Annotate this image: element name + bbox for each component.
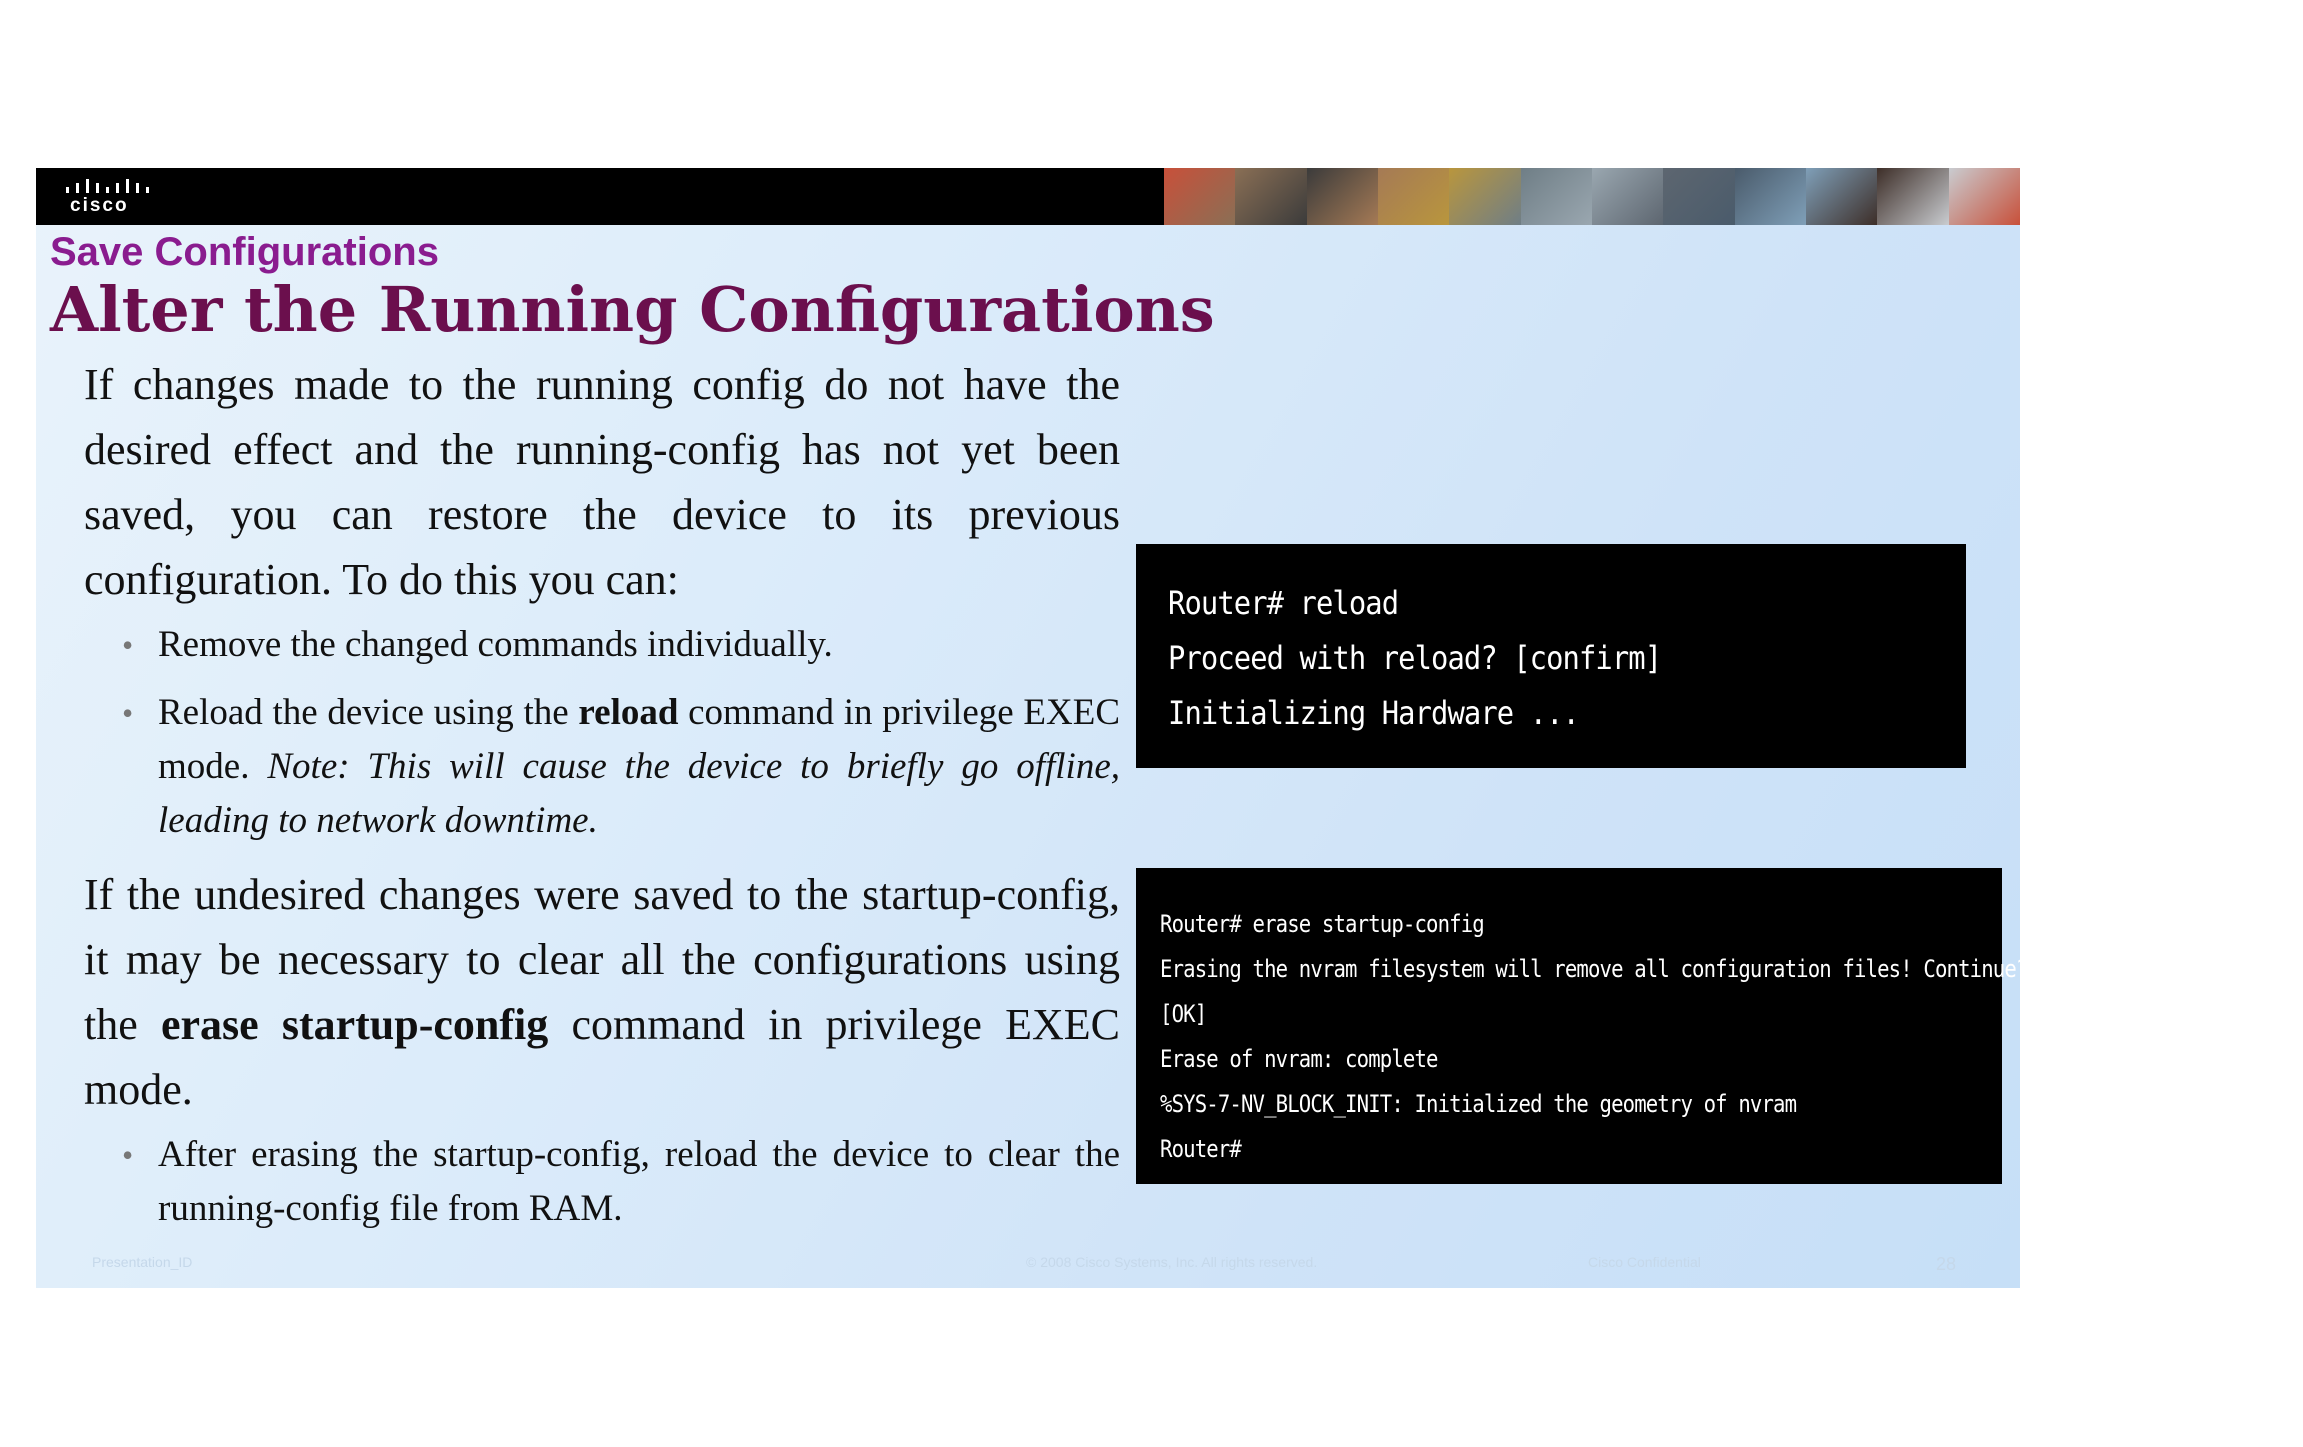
bullet-text: Remove the changed commands individually.: [158, 624, 833, 665]
bullet-text: Reload the device using the: [158, 692, 579, 733]
bullet-item: [122, 686, 1121, 848]
paragraph-intro: If changes made to the running config do not have the desired effect and the running-config has not yet been saved, you can restore the device to its previous configuration. To do this you can:: [84, 360, 1120, 604]
slide-body: [84, 352, 1120, 1250]
terminal-line: Router#: [1160, 1135, 1241, 1163]
photo-tile: [1592, 168, 1663, 225]
terminal-line: Erasing the nvram filesystem will remove all configuration files! Continue? [confirm]: [1160, 955, 2144, 983]
photo-tile: [1235, 168, 1306, 225]
note-text: Note: This will cause the device to briefly go offline, leading to network downtime.: [158, 746, 1121, 841]
photo-tile: [1949, 168, 2020, 225]
photo-tile: [1877, 168, 1948, 225]
cisco-logo-text: cisco: [70, 195, 129, 216]
bullet-list-erase: [84, 1128, 1120, 1236]
terminal-reload: [1136, 544, 1966, 768]
photo-strip: [1164, 168, 2020, 225]
terminal-lines: [1168, 576, 1716, 741]
photo-tile: [1307, 168, 1378, 225]
photo-tile: [1663, 168, 1734, 225]
bullet-text: After erasing the startup-config, reload the device to clear the running-config file from RAM.: [158, 1134, 1120, 1229]
photo-tile: [1164, 168, 1235, 225]
terminal-line: Router# reload: [1168, 584, 1399, 622]
footer-confidential: Cisco Confidential: [1588, 1254, 1701, 1270]
photo-tile: [1735, 168, 1806, 225]
cisco-logo: [62, 178, 152, 216]
terminal-line: Erase of nvram: complete: [1160, 1045, 1438, 1073]
paragraph-text: If the undesired changes were saved to the startup-config, it may be necessary to clear all the configurations using the: [84, 870, 1120, 1049]
photo-tile: [1378, 168, 1449, 225]
footer-copyright: © 2008 Cisco Systems, Inc. All rights reserved.: [1026, 1254, 1318, 1270]
command-erase-startup-config: erase startup-config: [160, 1000, 549, 1049]
photo-tile: [1806, 168, 1877, 225]
cisco-bars-icon: [62, 178, 152, 196]
bullet-list-restore: [84, 618, 1120, 848]
terminal-line: %SYS-7-NV_BLOCK_INIT: Initialized the geometry of nvram: [1160, 1090, 1797, 1118]
terminal-line: [OK]: [1160, 1000, 1207, 1028]
paragraph-erase: [84, 862, 1120, 1122]
header-bar: [36, 168, 2020, 225]
footer-page-number: 28: [1936, 1254, 1957, 1274]
terminal-lines: [1160, 902, 2303, 1172]
slide-footer: [36, 1254, 2020, 1278]
slide: [36, 168, 2144, 1288]
photo-tile: [1449, 168, 1520, 225]
bullet-dot-icon: •: [122, 695, 134, 731]
terminal-erase: [1136, 868, 2144, 1184]
terminal-line: Initializing Hardware ...: [1168, 694, 1579, 732]
paragraph-text: command in privilege EXEC mode.: [84, 1000, 1120, 1114]
bullet-dot-icon: •: [122, 627, 134, 663]
footer-presentation-id: Presentation_ID: [92, 1254, 193, 1270]
terminal-line: Proceed with reload? [confirm]: [1168, 639, 1662, 677]
terminal-line: Router# erase startup-config: [1160, 910, 1484, 938]
slide-title: Alter the Running Configurations: [50, 273, 1215, 346]
command-reload: reload: [578, 692, 679, 733]
bullet-dot-icon: •: [122, 1137, 134, 1173]
section-subtitle: Save Configurations: [50, 230, 439, 274]
photo-tile: [1521, 168, 1592, 225]
bullet-item: [122, 1128, 1120, 1236]
bullet-item: [122, 618, 1120, 672]
bullet-text: command in privilege EXEC mode.: [158, 692, 1120, 787]
